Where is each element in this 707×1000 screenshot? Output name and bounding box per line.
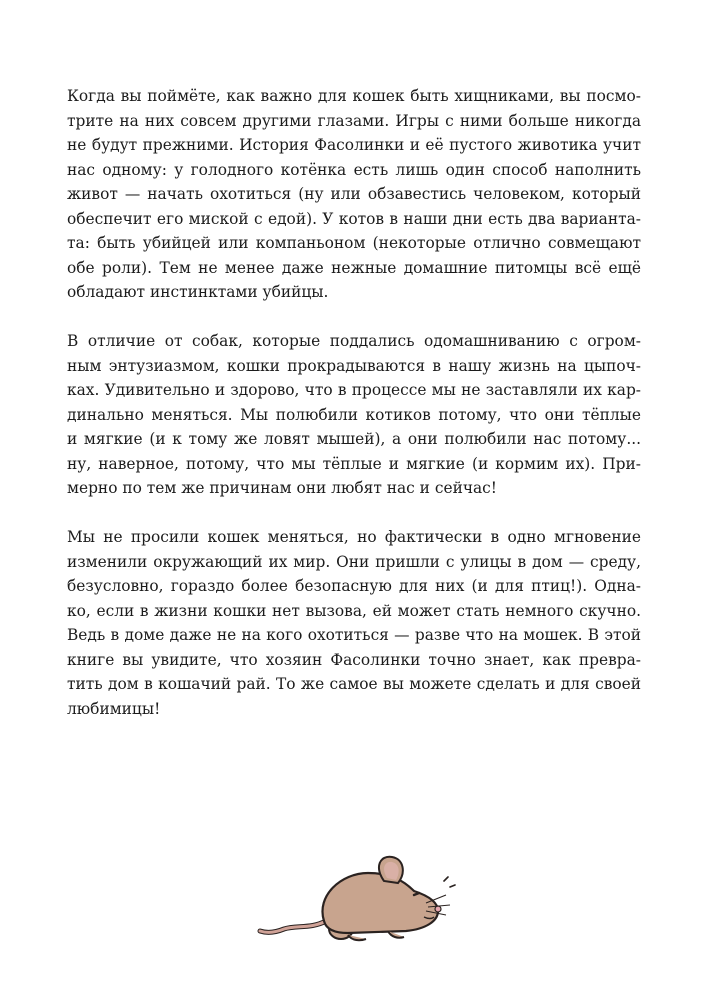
text-line: ну, наверное, потому, что мы тёплые и мягкие (и кормим их). При- xyxy=(67,454,641,473)
text-line: мерно по тем же причинам они любят нас и сейчас! xyxy=(67,479,497,497)
mouse-illustration xyxy=(256,851,456,951)
text-line: безусловно, гораздо более безопасную для них (и для птиц!). Одна- xyxy=(67,577,641,595)
mouse-back-foot xyxy=(348,935,366,940)
text-line: обе роли). Тем не менее даже нежные домашние питомцы всё ещё xyxy=(67,258,641,277)
paragraph xyxy=(67,84,641,305)
mouse-motion-marks xyxy=(444,877,455,887)
text-line: обладают инстинктами убийцы. xyxy=(67,283,329,301)
text-line: ко, если в жизни кошки нет вызова, ей может стать немного скучно. xyxy=(67,601,641,620)
text-line: живот — начать охотиться (ну или обзавестись человеком, который xyxy=(67,185,641,203)
text-line: книге вы увидите, что хозяин Фасолинки точно знает, как превра- xyxy=(67,650,641,669)
text-line: Когда вы поймёте, как важно для кошек быть хищниками, вы посмо- xyxy=(67,87,641,105)
paragraph xyxy=(67,525,641,721)
paragraph xyxy=(67,329,641,501)
text-line: динально меняться. Мы полюбили котиков потому, что они тёплые xyxy=(67,405,641,424)
text-line: нас одному: у голодного котёнка есть лишь один способ наполнить xyxy=(67,160,641,179)
text-line: ным энтузиазмом, кошки прокрадываются в нашу жизнь на цыпоч- xyxy=(67,356,641,375)
text-line: и мягкие (и к тому же ловят мышей), а они полюбили нас потому... xyxy=(67,430,641,448)
text-line: обеспечит его миской с едой). У котов в наши дни есть два варианта- xyxy=(67,209,641,228)
body-text xyxy=(67,84,641,746)
text-line: ках. Удивительно и здорово, что в процессе мы не заставляли их кар- xyxy=(67,381,641,399)
text-line: Ведь в доме даже не на кого охотиться — разве что на мошек. В этой xyxy=(67,626,641,644)
mouse-body xyxy=(322,873,438,933)
text-line: Мы не просили кошек меняться, но фактически в одно мгновение xyxy=(67,528,641,546)
text-line: В отличие от собак, которые поддались одомашниванию с огром- xyxy=(67,332,641,350)
mouse-nose xyxy=(435,906,441,912)
text-line: тить дом в кошачий рай. То же самое вы можете сделать и для своей xyxy=(67,675,641,693)
text-line: изменили окружающий их мир. Они пришли с улицы в дом — среду, xyxy=(67,552,641,571)
text-line: трите на них совсем другими глазами. Игры с ними больше никогда xyxy=(67,111,641,130)
text-line: та: быть убийцей или компаньоном (некоторые отлично совмещают xyxy=(67,234,641,252)
text-line: любимицы! xyxy=(67,699,161,718)
text-line: не будут прежними. История Фасолинки и её пустого животика учит xyxy=(67,136,641,154)
